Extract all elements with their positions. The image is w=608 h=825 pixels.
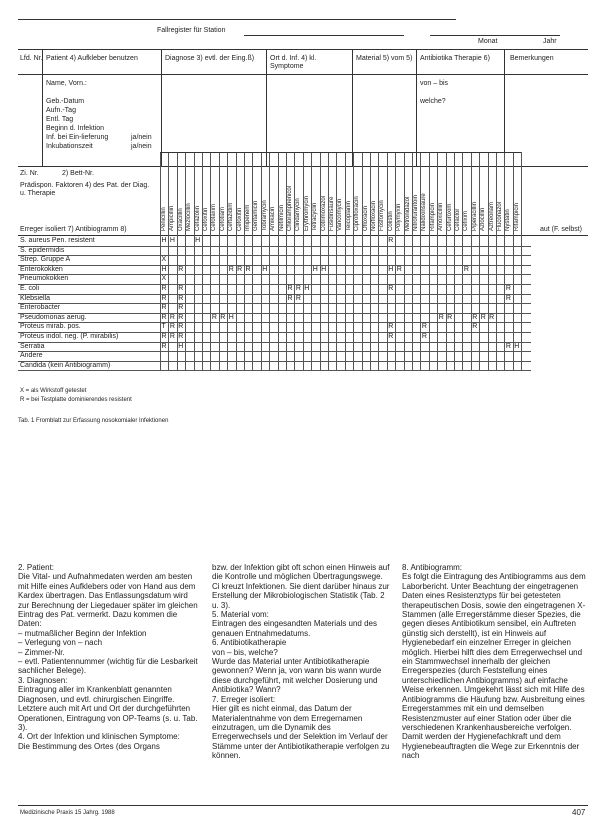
grid-mark: H bbox=[178, 342, 184, 350]
antibiotic-header: Imipenem bbox=[245, 204, 251, 231]
grid-row-line bbox=[18, 370, 531, 371]
organism-label: Proteus indol. neg. (P. mirabilis) bbox=[20, 333, 119, 340]
antibiotic-header: Teicoplanin bbox=[345, 200, 352, 231]
field-entltag: Entl. Tag bbox=[46, 116, 74, 123]
header-patient: Patient 4) Aufkleber benutzen bbox=[46, 55, 138, 62]
grid-mark: R bbox=[463, 265, 469, 273]
grid-mark: H bbox=[161, 237, 167, 244]
antibiotic-header: Ciprofloxacin bbox=[354, 196, 361, 231]
antibiotic-header: Clindamycin bbox=[295, 198, 302, 231]
organism-label: Andere bbox=[20, 352, 43, 360]
organism-label: S. aureus Pen. resistent bbox=[20, 237, 95, 244]
antibiotic-header: Cefixim bbox=[463, 210, 470, 231]
grid-mark: R bbox=[505, 294, 511, 302]
antibiotic-header: Aztreonam bbox=[488, 201, 495, 231]
grid-mark: R bbox=[228, 265, 234, 273]
lfd-label: Lfd. Nr. bbox=[20, 55, 43, 62]
antibiotic-header: Cotrimoxazol bbox=[320, 195, 327, 231]
text-column-1 bbox=[18, 563, 200, 751]
organism-label: Enterobacter bbox=[20, 304, 61, 312]
grid-mark: R bbox=[169, 313, 175, 321]
para: – Zimmer-Nr. bbox=[18, 647, 65, 657]
grid-mark: R bbox=[245, 265, 251, 273]
grid-row-line bbox=[18, 351, 531, 352]
antibiotic-header: Colistin bbox=[387, 211, 394, 231]
antibiotic-header: Fusidinsäure bbox=[329, 196, 335, 231]
antibiotic-header: Cefotaxim bbox=[211, 203, 218, 231]
para: Es folgt die Eintragung des Antibiogramms aus dem Laborbericht. Unter Beachtung der eingetragenen Daten eines Resistenztyps für bei getesteten therapeutischen Dosis, sowie den eingetragenen X-Stammen (alle Erregerstämme dieser Spezies, die gegen dieses Antibiotikum sensibel, ein Auftreten günstig sich derstellt), ist ein Hinweis auf Hygienebedarf ein einzelner Erreger in gleichen möglich. Hierbei hilft dies dem Erregerwechsel und ein Stammwechsel innerhalb der gleichen Erregerspezies (durch Feststellung eines unterschiedlichen Antibiogramms) auf einfache Weise erkennen. Umgekehrt lässt sich mit Hilfe des Antibiogramms die Häufung bzw. Ausbreitung eines Erregerstammes mit ein und demselben Resistenzmuster auf einer Station oder über die verschiedenen Krankenhausbereiche verfolgen. Damit werden der Hygienefachkraft und dem Hygienebeauftragten die Wege zur Erkenntnis der nach bbox=[402, 572, 586, 761]
organism-label: Enterokokken bbox=[20, 265, 63, 273]
antibiotic-header: Cefaclor bbox=[455, 208, 461, 231]
inf-options: ja/nein bbox=[131, 134, 152, 141]
grid-row-line bbox=[18, 342, 531, 343]
organism-label: Strep. Gruppe A bbox=[20, 256, 71, 264]
grid-mark: R bbox=[388, 323, 394, 331]
antibiotic-header: Vancomycin bbox=[337, 198, 344, 231]
zi-label: Zi. Nr. bbox=[20, 170, 39, 177]
grid-mark: R bbox=[178, 323, 184, 331]
month-label: Monat bbox=[478, 38, 498, 45]
antibiotic-header: Rifampicin bbox=[429, 202, 436, 231]
grid-mark: H bbox=[321, 265, 327, 273]
year-label: Jahr bbox=[543, 38, 557, 45]
para: – mutmaßlicher Beginn der Infektion bbox=[18, 628, 147, 638]
field-name: Name, Vorn.: bbox=[46, 80, 87, 87]
therapie-welche: welche? bbox=[420, 98, 446, 105]
para: Die Bestimmung des Ortes (des Organs bbox=[18, 741, 160, 751]
grid-mark: R bbox=[161, 304, 167, 312]
journal-footer: Medizinische Praxis 15 Jahrg. 1988 bbox=[20, 810, 115, 816]
grid-mark: H bbox=[388, 265, 394, 273]
antibiotic-header: Oxacillin bbox=[177, 208, 184, 231]
grid-mark: R bbox=[438, 313, 444, 321]
organism-label: Pseudomonas aerug. bbox=[20, 313, 87, 321]
grid-row-line bbox=[18, 313, 531, 314]
grid-mark: T bbox=[161, 323, 166, 331]
antibiotic-header: Piperacillin bbox=[471, 201, 478, 231]
organism-label: Candida (kein Antibiogramm) bbox=[20, 361, 111, 369]
bett-label: 2) Bett-Nr. bbox=[62, 170, 94, 177]
other-label: aut (F. selbst) bbox=[540, 226, 583, 233]
antibiotic-header: Erythromycin bbox=[303, 195, 310, 231]
para: 7. Erreger isoliert: bbox=[212, 694, 276, 704]
grid-mark: R bbox=[388, 333, 394, 340]
grid-row-line bbox=[18, 284, 531, 285]
grid-mark: R bbox=[396, 265, 402, 273]
grid-mark: R bbox=[480, 313, 486, 321]
field-beginn: Beginn d. Infektion bbox=[46, 125, 104, 132]
grid-row-line bbox=[18, 322, 531, 323]
grid-mark: R bbox=[161, 285, 167, 292]
antibiotic-header: Fluconazol bbox=[497, 201, 503, 231]
grid-row-line bbox=[18, 246, 531, 247]
antibiotic-header: Nalidixinsäure bbox=[421, 193, 428, 231]
grid-mark: R bbox=[287, 285, 293, 292]
grid-mark: R bbox=[178, 313, 184, 321]
grid-mark: R bbox=[178, 304, 184, 312]
grid-mark: X bbox=[161, 256, 167, 264]
grid-mark: H bbox=[169, 237, 175, 244]
antibiotic-header: Amikacin bbox=[270, 206, 277, 231]
grid-row-line bbox=[18, 265, 531, 266]
grid-mark: R bbox=[211, 313, 217, 321]
antibiotic-header: Fosfomycin bbox=[379, 200, 386, 231]
organism-label: Pneumokokken bbox=[20, 275, 69, 283]
grid-mark: H bbox=[312, 265, 318, 273]
para: – evtl. Patientennummer (wichtig für die Lesbarkeit sachlicher Belege). bbox=[18, 657, 198, 676]
para: 2. Patient: bbox=[18, 563, 55, 572]
para: Die Vital- und Aufnahmedaten werden am besten mit Hilfe eines Aufklebers oder von Hand aus dem Kardex übertragen. Das Entlassungsdatum wird zur Berechnung der Liegedauer später im gleichen Eintrag des Pat. vermerkt. Dazu kommen die Daten: bbox=[18, 572, 198, 629]
grid-mark: H bbox=[195, 237, 201, 244]
antibiotic-header: Metronidazol bbox=[404, 196, 411, 231]
grid-mark: R bbox=[161, 313, 167, 321]
grid-mark: R bbox=[447, 313, 453, 321]
antibiotic-header: Nystatin bbox=[505, 209, 512, 231]
antibiotic-header: Ceftazidim bbox=[228, 202, 235, 231]
grid-mark: R bbox=[472, 313, 478, 321]
grid-mark: R bbox=[169, 323, 175, 331]
antibiotic-header: Cefotiam bbox=[219, 206, 226, 231]
grid-row-line bbox=[18, 303, 531, 304]
grid-mark: R bbox=[489, 313, 495, 321]
legend-r: R = bei Testplatte dominierendes resistent bbox=[20, 397, 132, 403]
organism-label: Proteus mirab. pos. bbox=[20, 323, 81, 331]
antibiotic-header: Amoxicillin bbox=[438, 202, 445, 231]
field-gebdatum: Geb.-Datum bbox=[46, 98, 85, 105]
legend-x: X = als Wirkstoff getestet bbox=[20, 388, 87, 394]
antibiotic-header: Tetracyclin bbox=[312, 202, 319, 231]
antibiotic-header: Netilmicin bbox=[278, 204, 285, 231]
organism-label: E. coli bbox=[20, 285, 40, 292]
antibiotic-header: Penicillin bbox=[161, 207, 167, 231]
para: Eintragung aller im Krankenblatt genannten Diagnosen, und evtl. chirurgischen Eingriffe. Letztere auch mit Art und Ort der durchgeführten Operationen, Eintragung von OP-Teams (s. u. Tab. 3). bbox=[18, 685, 198, 732]
grid-top-line bbox=[160, 152, 521, 153]
grid-mark: R bbox=[472, 323, 478, 331]
antibiotic-header: Cefazolin bbox=[194, 205, 201, 231]
header-therapie: Antibiotika Therapie 6) bbox=[420, 55, 490, 62]
grid-mark: R bbox=[237, 265, 243, 273]
para: von – bis, welche? bbox=[212, 647, 278, 657]
grid-column-line bbox=[521, 152, 522, 370]
page-number: 407 bbox=[572, 808, 586, 817]
grid-mark: H bbox=[262, 265, 268, 273]
grid-mark: R bbox=[505, 285, 511, 292]
organism-label: Serratia bbox=[20, 342, 45, 350]
grid-row-line bbox=[18, 274, 531, 275]
para: 5. Material vom: bbox=[212, 610, 269, 620]
antibiotic-header: Polymyxin bbox=[396, 203, 403, 231]
para: Hier gilt es nicht einmal, das Datum der Materialentnahme von dem Erregernamen einzutragen, um die Dynamik des Erregerwechsels und der Selektion im Verlauf der Stämme unter der Antibiotikatherapie verfolgen zu können. bbox=[212, 704, 390, 761]
field-inf-einlieferung: Inf. bei Ein-lieferung bbox=[46, 134, 109, 141]
grid-mark: R bbox=[178, 265, 184, 273]
grid-mark: R bbox=[178, 333, 184, 340]
table-caption: Tab. 1 Fromblatt zur Erfassung nosokomialer Infektionen bbox=[18, 418, 169, 424]
grid-mark: R bbox=[295, 285, 301, 292]
field-aufntag: Aufn.-Tag bbox=[46, 107, 76, 114]
grid-mark: R bbox=[161, 342, 167, 350]
para: 6. Antibiotikatherapie bbox=[212, 638, 287, 648]
grid-mark: R bbox=[287, 294, 293, 302]
therapie-vonbis: von – bis bbox=[420, 80, 449, 87]
antibiotic-header: Gentamicin bbox=[253, 200, 260, 231]
para: 4. Ort der Infektion und klinischen Symptome: bbox=[18, 732, 180, 742]
text-column-3 bbox=[402, 563, 587, 761]
grid-mark: R bbox=[388, 237, 394, 244]
antibiotic-header: Ofloxacin bbox=[362, 205, 369, 231]
para: 8. Antibiogramm: bbox=[402, 563, 463, 572]
praedisp-label: Prädispon. Faktoren 4) des Pat. der Diag. u. Therapie bbox=[20, 182, 150, 197]
antibiotic-header: Mezlocillin bbox=[186, 203, 193, 231]
antibiotic-header: Chloramphenicol bbox=[287, 185, 293, 231]
erreger-label: Erreger isoliert 7) Antibiogramm 8) bbox=[20, 226, 127, 233]
grid-mark: R bbox=[178, 294, 184, 302]
register-label: Fallregister für Station bbox=[157, 27, 226, 34]
grid-mark: R bbox=[178, 285, 184, 292]
grid-mark: H bbox=[304, 285, 310, 292]
para: Eintragen des eingesandten Materials und des genauen Entnahmedatums. bbox=[212, 619, 377, 638]
grid-mark: R bbox=[388, 285, 394, 292]
grid-mark: R bbox=[421, 323, 427, 331]
antibiotic-header: Tobramycin bbox=[261, 200, 268, 231]
grid-mark: H bbox=[161, 265, 167, 273]
antibiotic-header: Cefoxitin bbox=[236, 207, 243, 231]
antibiotic-header: Cefoxitin bbox=[203, 207, 209, 231]
grid-mark: X bbox=[161, 275, 167, 283]
grid-mark: R bbox=[169, 333, 175, 340]
grid-mark: R bbox=[505, 342, 511, 350]
organism-label: Klebsiella bbox=[20, 294, 50, 302]
antibiotic-header: Azlocillin bbox=[480, 207, 487, 231]
grid-mark: H bbox=[228, 313, 234, 321]
para: bzw. der Infektion gibt oft schon einen Hinweis auf die Kontrolle und möglichen Übertragungswege. Ci kreuzt Infektionen. Sie dient darüber hinaus zur Erstellung der Mikrobiologischen Statistik (Tab. 2 u. 3). bbox=[212, 563, 390, 610]
grid-mark: R bbox=[421, 333, 427, 340]
para: Wurde das Material unter Antibiotikatherapie gewonnen? Wenn ja, von wann bis wann wurde diese durchgeführt, mit welcher Dosierung und Antibiotika? Wann? bbox=[212, 657, 382, 695]
antibiotic-header: Nitrofurantoin bbox=[413, 194, 419, 231]
text-column-2 bbox=[212, 563, 392, 761]
inkub-options: ja/nein bbox=[131, 143, 152, 150]
field-inkubation: Inkubationszeit bbox=[46, 143, 93, 150]
grid-mark: H bbox=[514, 342, 520, 350]
grid-mark: R bbox=[295, 294, 301, 302]
para: 3. Diagnosen: bbox=[18, 675, 68, 685]
grid-mark: R bbox=[161, 333, 167, 340]
antibiotic-header: Ampicillin bbox=[169, 205, 176, 231]
grid-row-line bbox=[18, 255, 531, 256]
header-material: Material 5) vom 5) bbox=[356, 55, 413, 62]
antibiotic-header: Cefuroxim bbox=[446, 203, 453, 231]
organism-label: S. epidermidis bbox=[20, 246, 65, 254]
grid-mark: R bbox=[161, 294, 167, 302]
antibiotic-header: Norfloxacin bbox=[371, 200, 377, 231]
header-ort: Ort d. Inf. 4) kl. Symptome bbox=[270, 55, 317, 70]
grid-mark: R bbox=[220, 313, 226, 321]
para: – Verlegung von – nach bbox=[18, 638, 103, 648]
antibiotic-header: Rifampicin bbox=[513, 202, 520, 231]
header-diagnose: Diagnose 3) evtl. der Eing.ß) bbox=[165, 55, 255, 62]
header-bemerkungen: Bemerkungen bbox=[510, 55, 554, 62]
grid-row-line bbox=[18, 294, 531, 295]
